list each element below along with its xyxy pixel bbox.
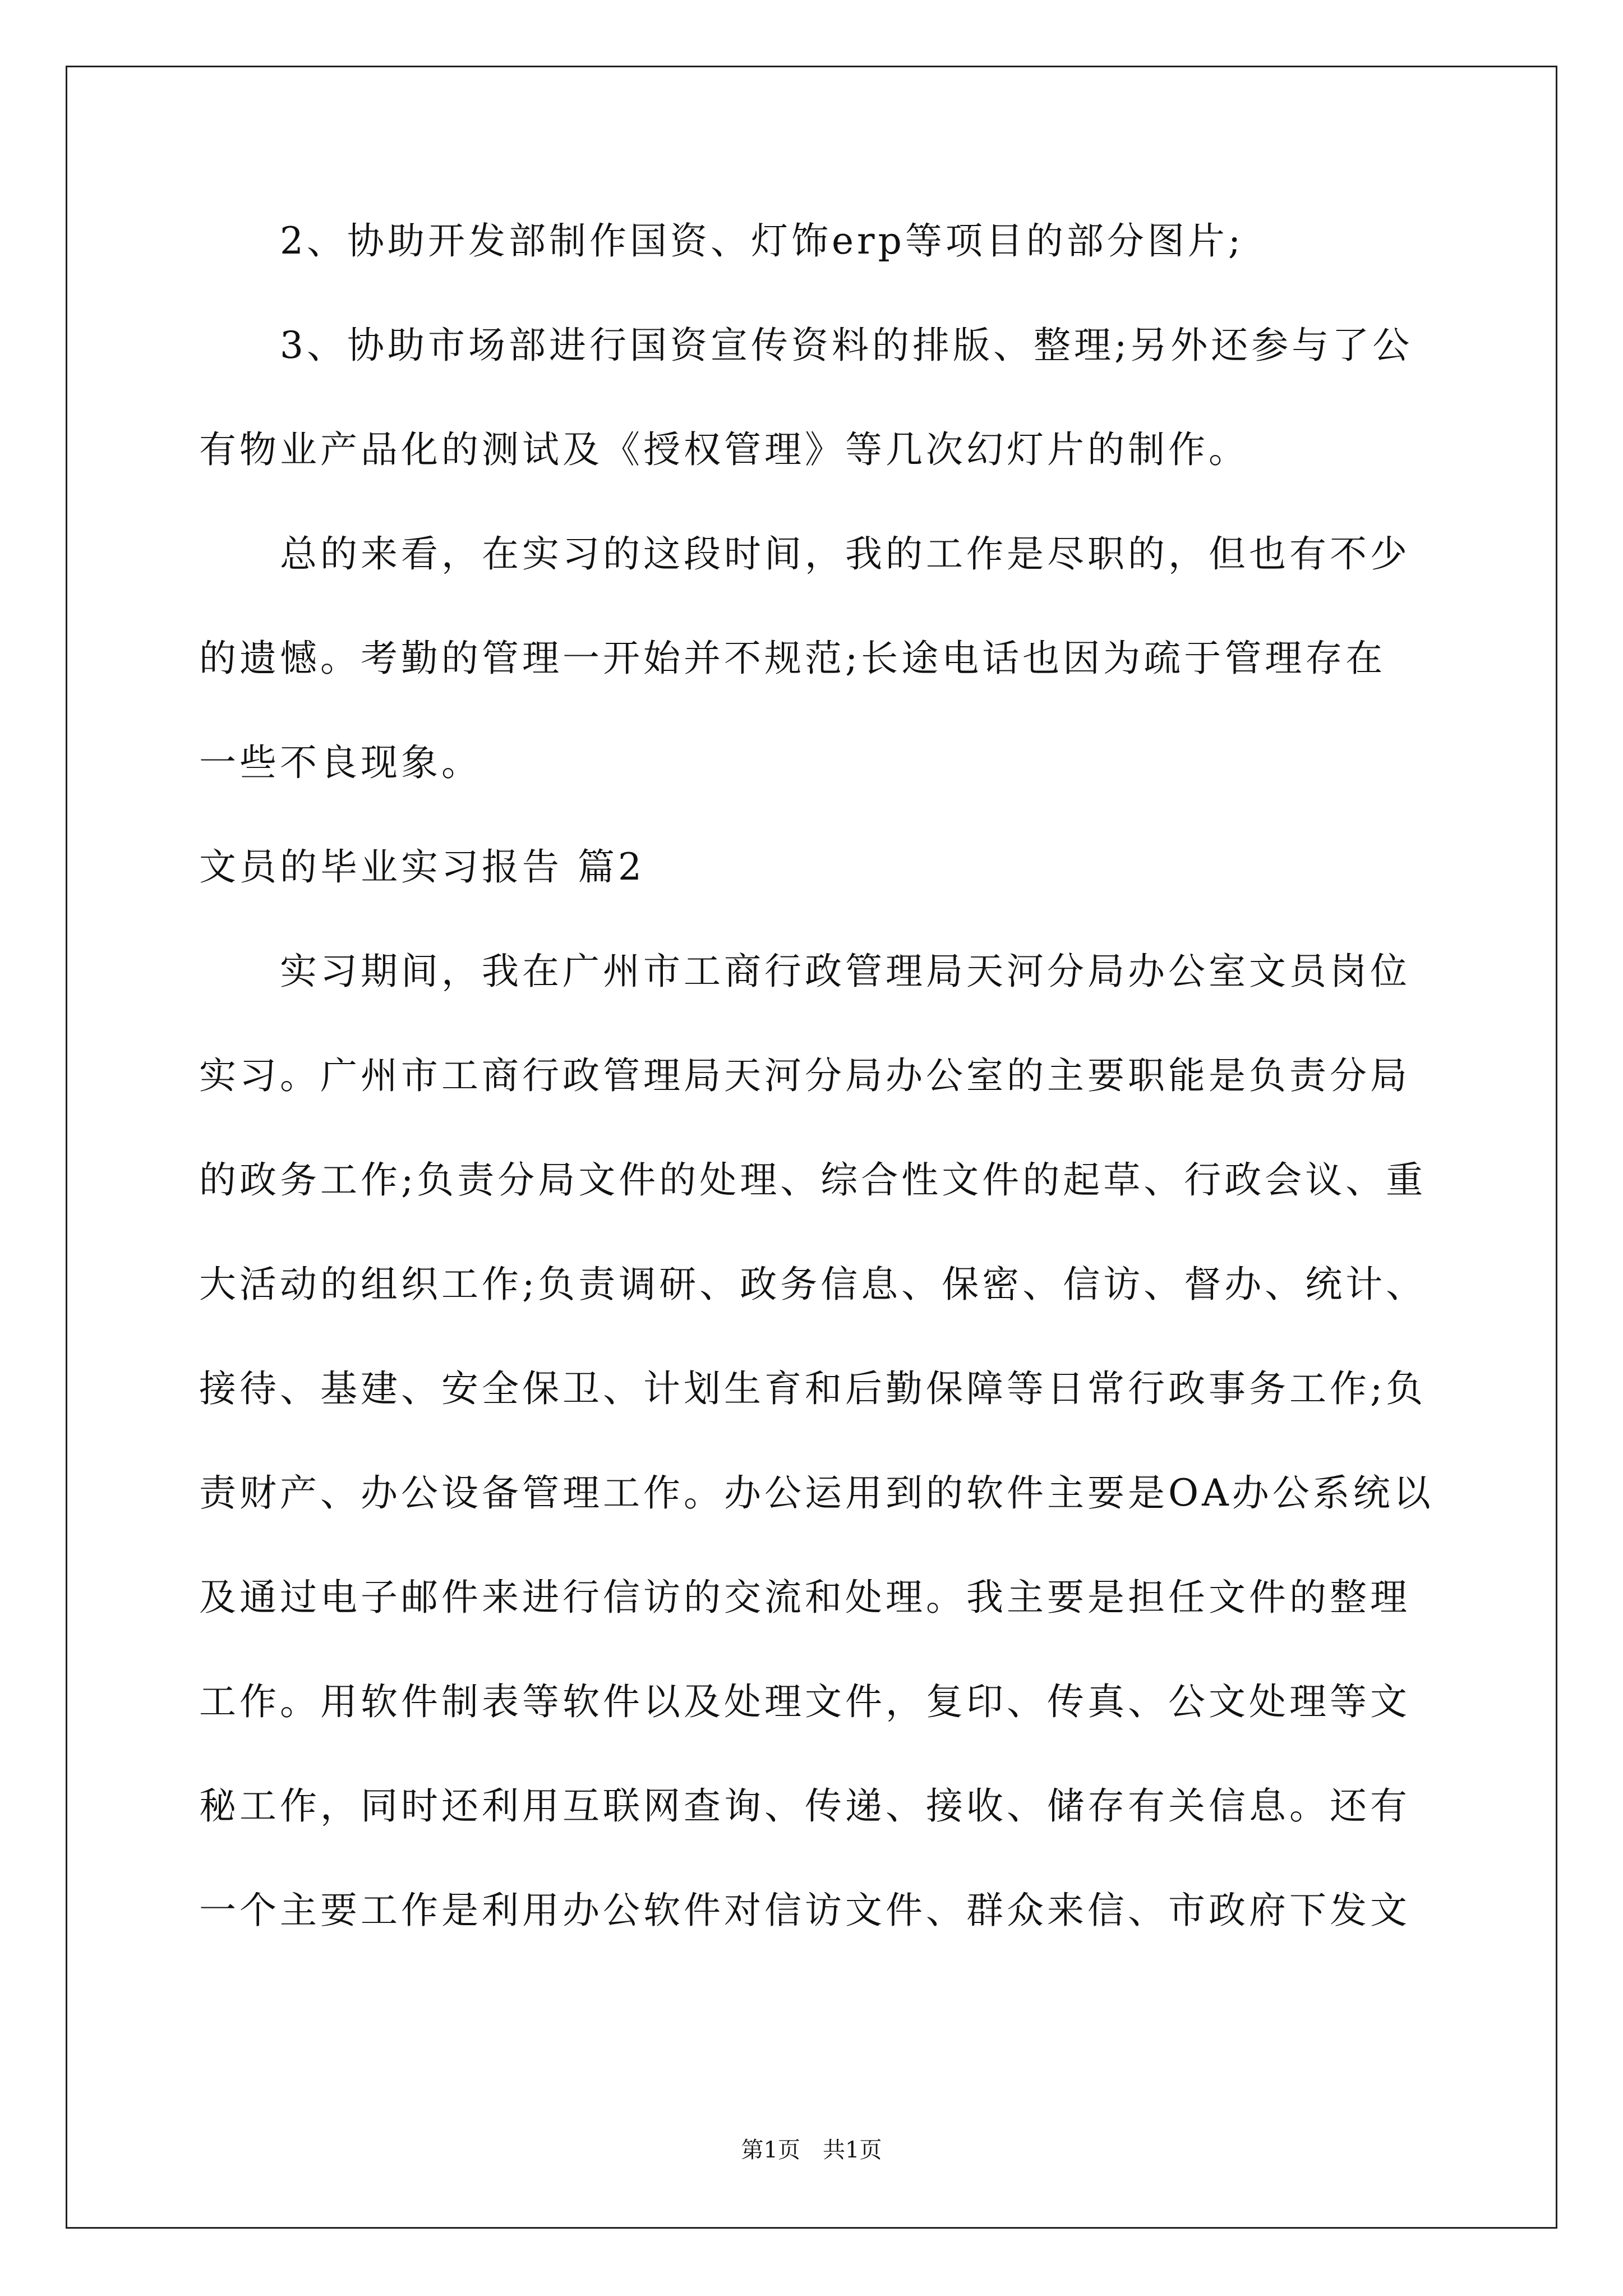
paragraph-line: 一个主要工作是利用办公软件对信访文件、群众来信、市政府下发文 <box>199 1889 1410 1932</box>
paragraph-line: 的遗憾。考勤的管理一开始并不规范;长途电话也因为疏于管理存在 <box>199 637 1386 680</box>
paragraph-line: 及通过电子邮件来进行信访的交流和处理。我主要是担任文件的整理 <box>199 1576 1410 1619</box>
paragraph-line: 实习。广州市工商行政管理局天河分局办公室的主要职能是负责分局 <box>199 1054 1410 1097</box>
paragraph-line: 实习期间，我在广州市工商行政管理局天河分局办公室文员岗位 <box>199 950 1410 993</box>
paragraph-line: 工作。用软件制表等软件以及处理文件，复印、传真、公文处理等文 <box>199 1680 1410 1723</box>
paragraph-line: 2、协助开发部制作国资、灯饰erp等项目的部分图片; <box>199 219 1244 263</box>
section-heading: 文员的毕业实习报告 篇2 <box>199 845 645 889</box>
paragraph-line: 总的来看，在实习的这段时间，我的工作是尽职的，但也有不少 <box>199 532 1410 576</box>
paragraph-line: 秘工作，同时还利用互联网查询、传递、接收、储存有关信息。还有 <box>199 1784 1410 1828</box>
paragraph-line: 3、协助市场部进行国资宣传资料的排版、整理;另外还参与了公 <box>199 324 1413 367</box>
paragraph-line: 的政务工作;负责分局文件的处理、综合性文件的起草、行政会议、重 <box>199 1158 1427 1202</box>
paragraph-line: 一些不良现象。 <box>199 741 482 784</box>
paragraph-line: 接待、基建、安全保卫、计划生育和后勤保障等日常行政事务工作;负 <box>199 1367 1427 1410</box>
paragraph-line: 有物业产品化的测试及《授权管理》等几次幻灯片的制作。 <box>199 428 1249 471</box>
page-footer: 第1页 共1页 <box>741 2137 882 2163</box>
paragraph-line: 责财产、办公设备管理工作。办公运用到的软件主要是OA办公系统以 <box>199 1471 1434 1515</box>
paragraph-line: 大活动的组织工作;负责调研、政务信息、保密、信访、督办、统计、 <box>199 1263 1427 1306</box>
